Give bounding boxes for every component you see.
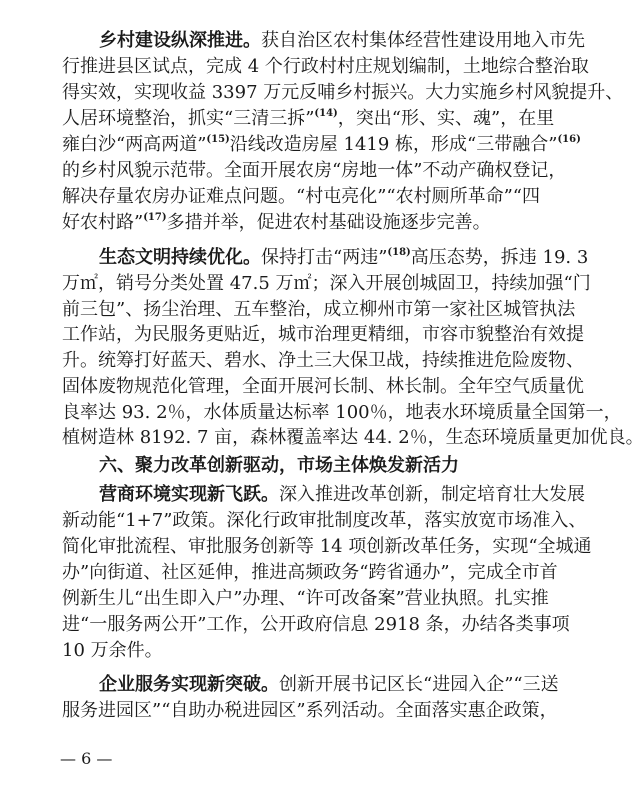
paragraph-lead-rural: 乡村建设纵深推进。 [99,30,261,51]
page-number: — 6 — [60,749,113,768]
paragraph-business-line-1: 营商环境实现新飞跃。深入推进改革创新，制定培育壮大发展 [99,484,585,505]
paragraph-rural-line-8: 好农村路”$^{(17)}$多措并举，促进农村基础设施逐步完善。 [62,212,491,233]
paragraph-lead-business: 营商环境实现新飞跃。 [99,484,279,505]
paragraph-enterprise-line-1: 企业服务实现新突破。创新开展书记区长“进园入企”“三送 [99,674,559,695]
paragraph-eco-line-1b: 生态文明持续优化。保持打击“两违”$^{(18)}$高压态势，拆违 19. 3 [99,247,589,268]
paragraph-eco-line-8: 植树造林 8192. 7 亩，森林覆盖率达 44. 2％，生态环境质量更加优良。 [62,427,644,448]
footnote-ref-17: (17) [143,212,167,223]
paragraph-business-line-5: 例新生儿“出生即入户”办理、“许可改备案”营业执照。扎实推 [62,588,549,609]
paragraph-eco-line-5: 升。统筹打好蓝天、碧水、净土三大保卫战，持续推进危险废物、 [62,350,584,371]
paragraph-rural-line-7: 解决存量农房办证难点问题。“村屯亮化”“农村厕所革命”“四 [62,186,541,207]
footnote-ref-16: (16) [557,134,581,145]
paragraph-business-line-6: 进“一服务两公开”工作，公开政府信息 2918 条，办结各类事项 [62,614,570,635]
paragraph-rural-line-2: 行推进县区试点，完成 4 个行政村村庄规划编制，土地综合整治取 [62,56,589,77]
paragraph-business-line-4: 办”向街道、社区延伸，推进高频政务“跨省通办”，完成全市首 [62,562,558,583]
paragraph-enterprise-line-2: 服务进园区”“自助办税进园区”系列活动。全面落实惠企政策， [62,700,558,721]
paragraph-eco-line-7: 良率达 93. 2％，水体质量达标率 100％，地表水环境质量全国第一， [62,402,622,423]
paragraph-business-line-3: 简化审批流程、审批服务创新等 14 项创新改革任务，实现“全城通 [62,536,592,557]
paragraph-rural-line-4: 人居环境整治，抓实“三清三拆”$^{(14)}$，突出“形、实、魂”，在里 [62,108,555,129]
paragraph-business-line-7: 10 万余件。 [62,640,163,661]
paragraph-business-line-2: 新动能“1+7”政策。深化行政审批制度改革，落实放宽市场准入、 [62,510,587,531]
paragraph-rural-line-5: 雍白沙“两高两道”$^{(15)}$沿线改造房屋 1419 栋，形成“三带融合”$^{(16)}$ [62,134,581,155]
footnote-ref-14: (14) [314,108,338,119]
paragraph-lead-enterprise: 企业服务实现新突破。 [99,674,279,695]
footnote-ref-15: (15) [206,134,230,145]
paragraph-eco-line-2: 万㎡，销号分类处置 47.5 万㎡；深入开展创城固卫，持续加强“门 [62,273,591,294]
paragraph-rural-line-1: 乡村建设纵深推进。获自治区农村集体经营性建设用地入市先 [99,30,585,51]
paragraph-rural-line-3: 得实效，实现收益 3397 万元反哺乡村振兴。大力实施乡村风貌提升、 [62,82,624,103]
section-heading: 六、聚力改革创新驱动，市场主体焕发新活力 [99,455,459,476]
paragraph-eco-line-4: 工作站，为民服务更贴近，城市治理更精细，市容市貌整治有效提 [62,324,584,345]
paragraph-rural-line-6: 的乡村风貌示范带。全面开展农房“房地一体”不动产确权登记， [62,160,567,181]
paragraph-lead-eco: 生态文明持续优化。 [99,247,261,268]
paragraph-eco-line-6: 固体废物规范化管理，全面开展河长制、林长制。全年空气质量优 [62,376,584,397]
footnote-ref-18: (18) [387,247,411,258]
paragraph-eco-line-3: 前三包”、扬尘治理、五车整治，成立柳州市第一家社区城管执法 [62,299,576,320]
